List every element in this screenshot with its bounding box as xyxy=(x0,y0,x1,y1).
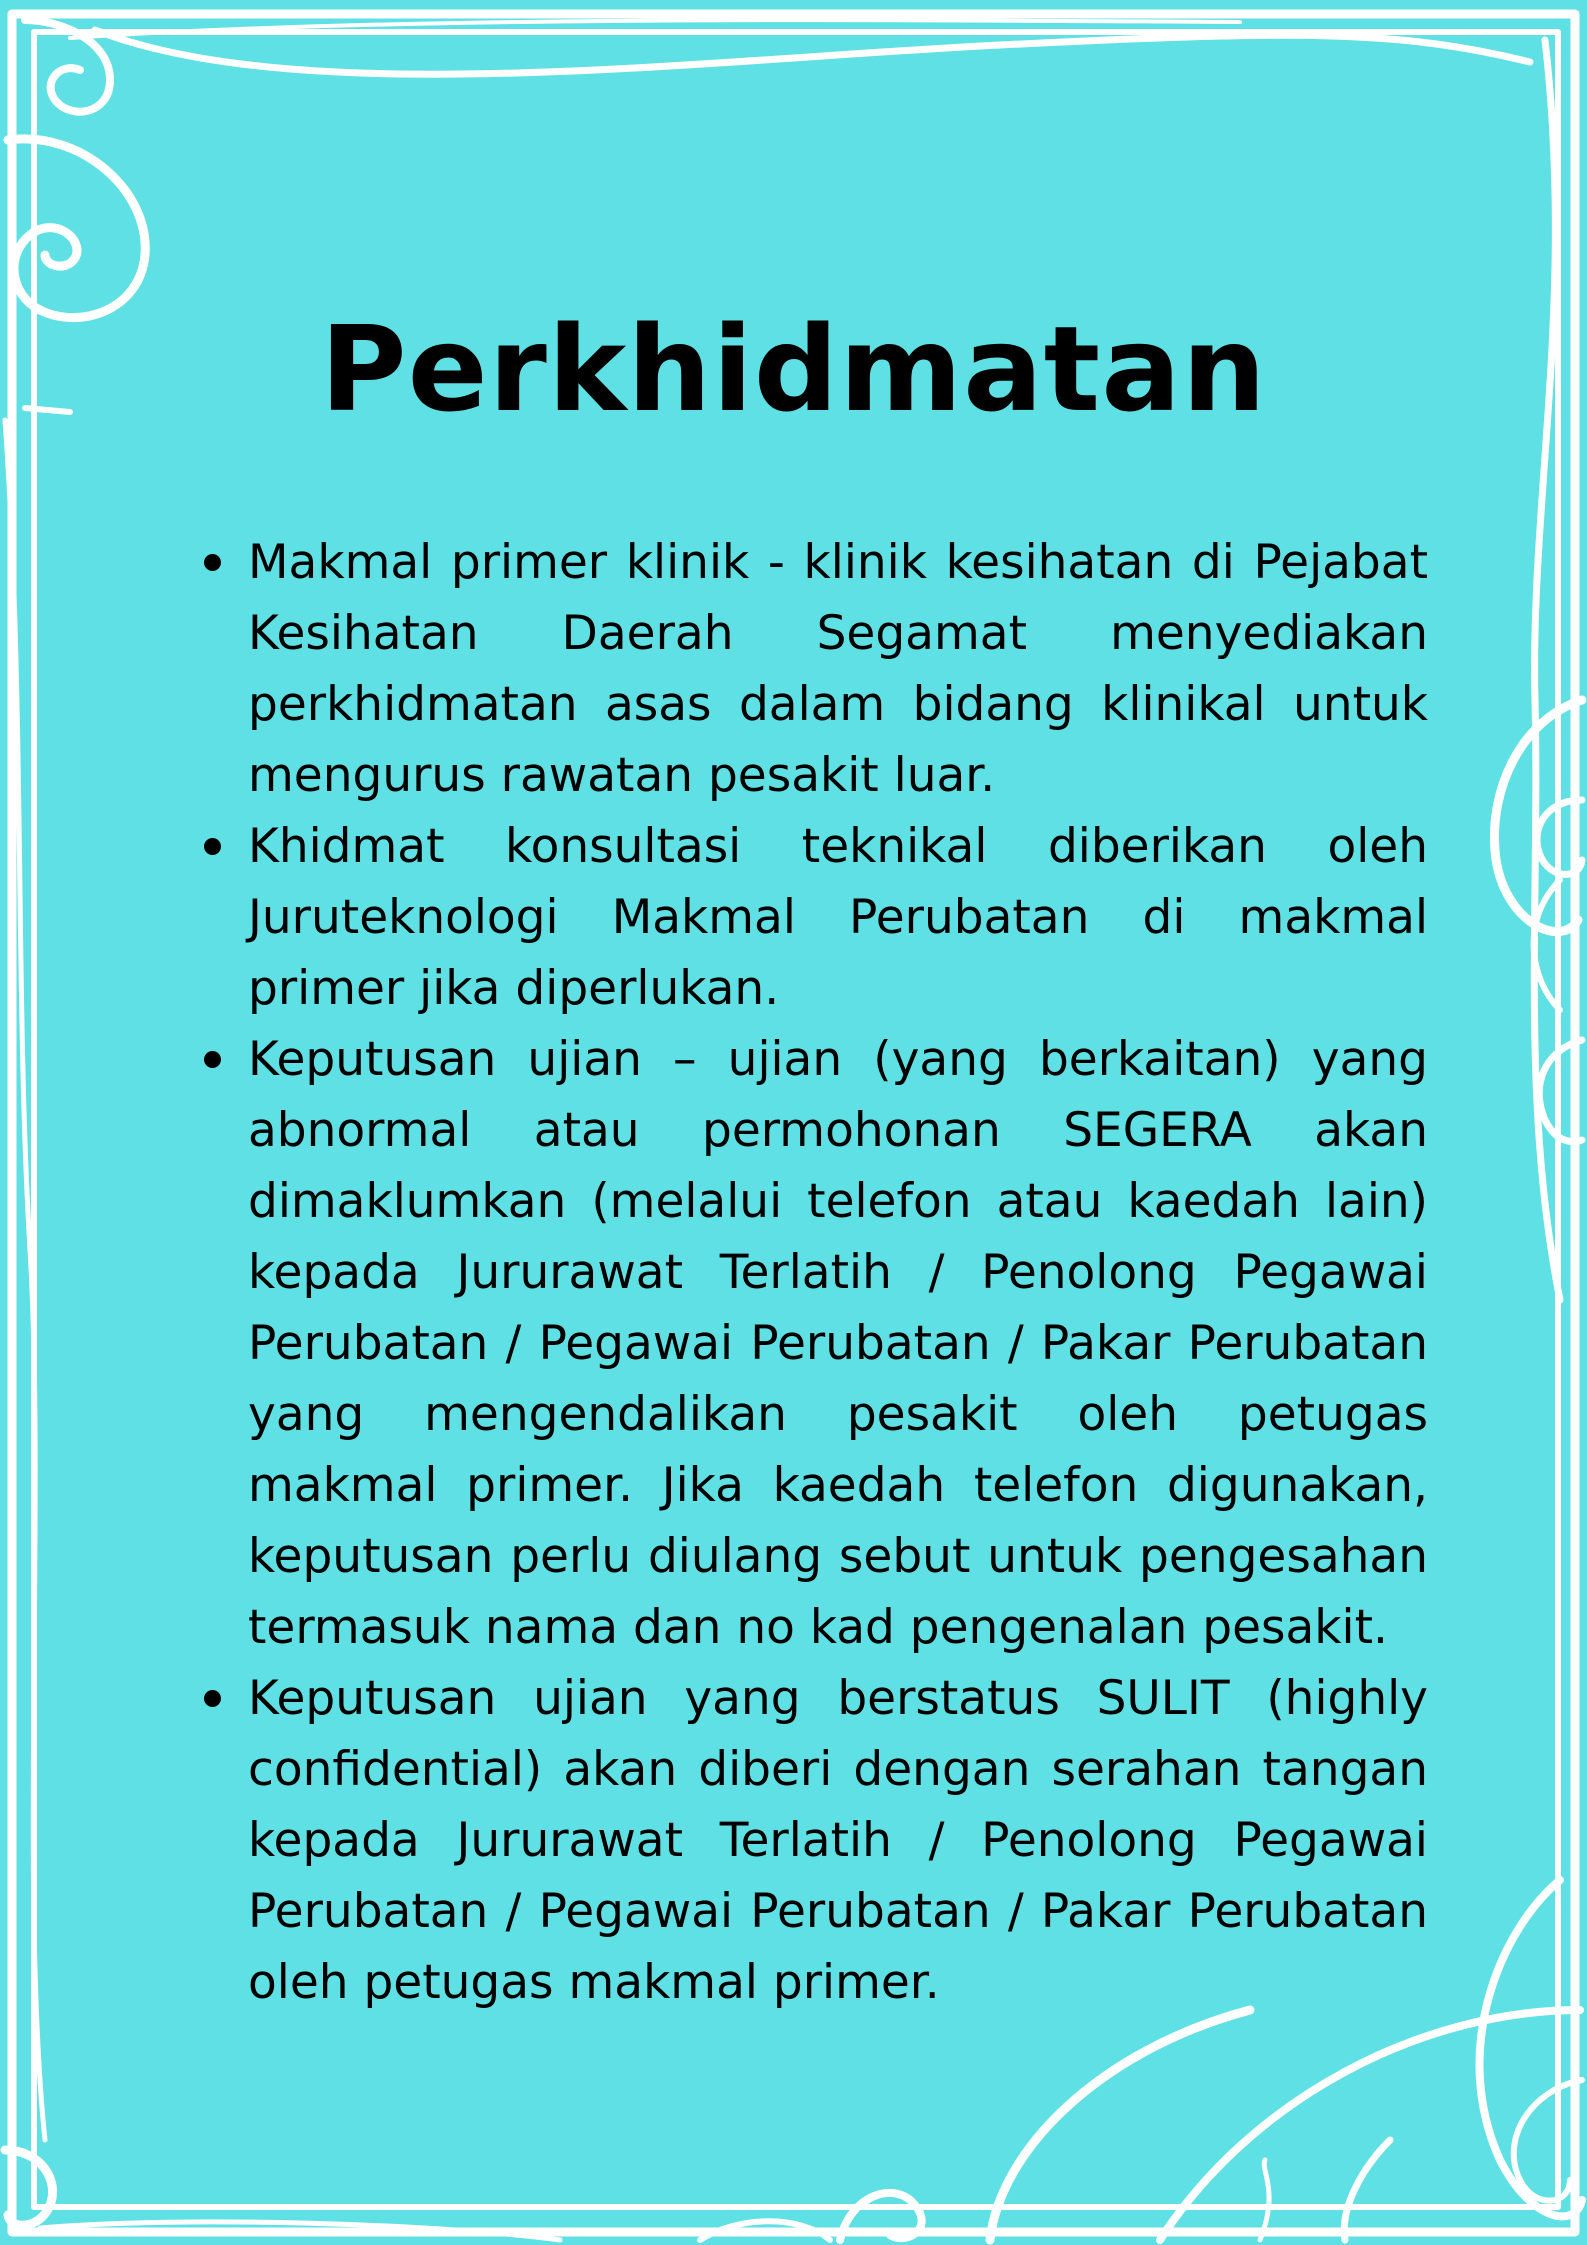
page-title: Perkhidmatan xyxy=(320,300,1267,438)
list-item xyxy=(248,1663,1428,2018)
top-left-curl-2 xyxy=(8,139,145,318)
list-item-text: Keputusan ujian – ujian (yang berkaitan) yang abnormal atau permohonan SEGERA akan dimaklumkan (melalui telefon atau kaedah lain) kepada Jururawat Terlatih / Penolong Pegawai Perubatan / Pegawai Perubatan / Pakar Perubatan yang mengendalikan pesakit oleh petugas makmal primer. Jika kaedah telefon digunakan, keputusan perlu diulang sebut untuk pengesahan termasuk nama dan no kad pengenalan pesakit. xyxy=(248,1032,1428,1655)
bottom-right-swirl-5 xyxy=(1344,2140,1390,2240)
list-item xyxy=(248,811,1428,1024)
list-item-text: Keputusan ujian yang berstatus SULIT (highly confidential) akan diberi dengan serahan tangan kepada Jururawat Terlatih / Penolong Pegawai Perubatan / Pegawai Perubatan / Pakar Perubatan oleh petugas makmal primer. xyxy=(248,1671,1428,2010)
bottom-right-swirl-3 xyxy=(1480,1880,1582,2216)
bullet-icon xyxy=(204,838,221,855)
list-item xyxy=(248,527,1428,811)
list-item-text: Makmal primer klinik - klinik kesihatan di Pejabat Kesihatan Daerah Segamat menyediakan perkhidmatan asas dalam bidang klinikal untuk mengurus rawatan pesakit luar. xyxy=(248,535,1428,803)
list-item-text: Khidmat konsultasi teknikal diberikan oleh Juruteknologi Makmal Perubatan di makmal primer jika diperlukan. xyxy=(248,819,1428,1016)
top-swirl-line xyxy=(95,30,1530,74)
bullet-icon xyxy=(204,1690,221,1707)
services-list xyxy=(248,527,1428,2018)
bullet-icon xyxy=(204,1051,221,1068)
bullet-icon xyxy=(204,554,221,571)
list-item xyxy=(248,1024,1428,1663)
